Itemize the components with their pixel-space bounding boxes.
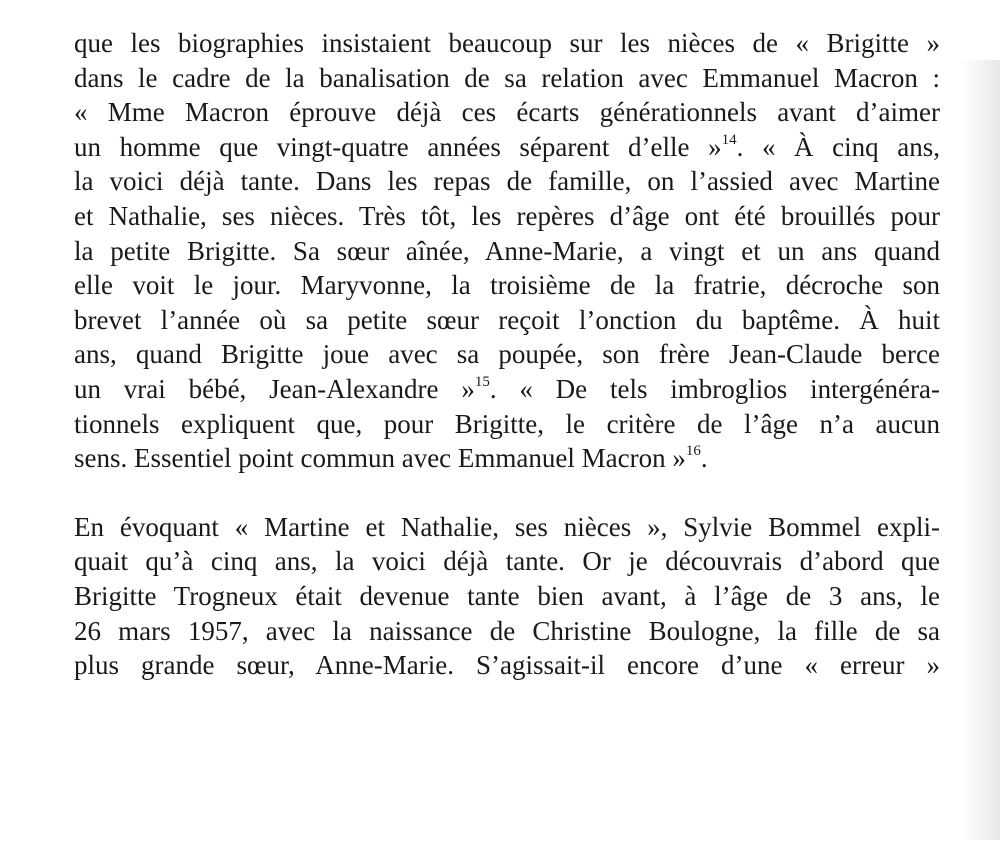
text-segment: un homme que vingt-quatre années séparent d’elle » <box>74 131 722 162</box>
text-line <box>74 372 940 407</box>
text-line: elle voit le jour. Maryvonne, la troisième de la fratrie, décroche son <box>74 270 940 301</box>
document-page <box>74 26 940 683</box>
text-line <box>74 441 940 476</box>
paragraph-2 <box>74 510 940 683</box>
text-line: En évoquant « Martine et Nathalie, ses nièces », Sylvie Bommel expli- <box>74 511 940 542</box>
text-segment: un vrai bébé, Jean-Alexandre » <box>74 373 475 404</box>
text-segment: sens. Essentiel point commun avec Emmanuel Macron » <box>74 443 686 474</box>
footnote-ref-16: 16 <box>685 443 701 460</box>
text-line: la petite Brigitte. Sa sœur aînée, Anne-Marie, a vingt et un ans quand <box>74 235 940 266</box>
text-segment: . <box>700 443 708 474</box>
page-edge-shadow <box>960 60 1000 840</box>
text-line: ans, quand Brigitte joue avec sa poupée, son frère Jean-Claude berce <box>74 339 940 370</box>
text-line: que les biographies insistaient beaucoup sur les nièces de « Brigitte » <box>74 28 940 58</box>
text-line: « Mme Macron éprouve déjà ces écarts générationnels avant d’aimer <box>74 97 940 128</box>
text-line: la voici déjà tante. Dans les repas de famille, on l’assied avec Martine <box>74 166 940 197</box>
text-line <box>74 130 940 165</box>
text-segment: . « De tels imbroglios intergénéra- <box>489 373 941 404</box>
text-line: et Nathalie, ses nièces. Très tôt, les repères d’âge ont été brouillés pour <box>74 200 940 231</box>
text-line: tionnels expliquent que, pour Brigitte, le critère de l’âge n’a aucun <box>74 408 940 439</box>
paragraph-1 <box>74 26 940 476</box>
text-line: quait qu’à cinq ans, la voici déjà tante. Or je découvrais d’abord que <box>74 546 940 577</box>
text-line: dans le cadre de la banalisation de sa relation avec Emmanuel Macron : <box>74 62 940 93</box>
text-segment: . « À cinq ans, <box>736 131 940 162</box>
text-line: Brigitte Trogneux était devenue tante bien avant, à l’âge de 3 ans, le <box>74 580 940 611</box>
footnote-ref-15: 15 <box>474 373 490 390</box>
text-line: brevet l’année où sa petite sœur reçoit l’onction du baptême. À huit <box>74 304 940 335</box>
text-line: 26 mars 1957, avec la naissance de Christine Boulogne, la fille de sa <box>74 615 940 646</box>
text-line: plus grande sœur, Anne-Marie. S’agissait-il encore d’une « erreur » <box>74 650 940 681</box>
footnote-ref-14: 14 <box>721 131 737 148</box>
